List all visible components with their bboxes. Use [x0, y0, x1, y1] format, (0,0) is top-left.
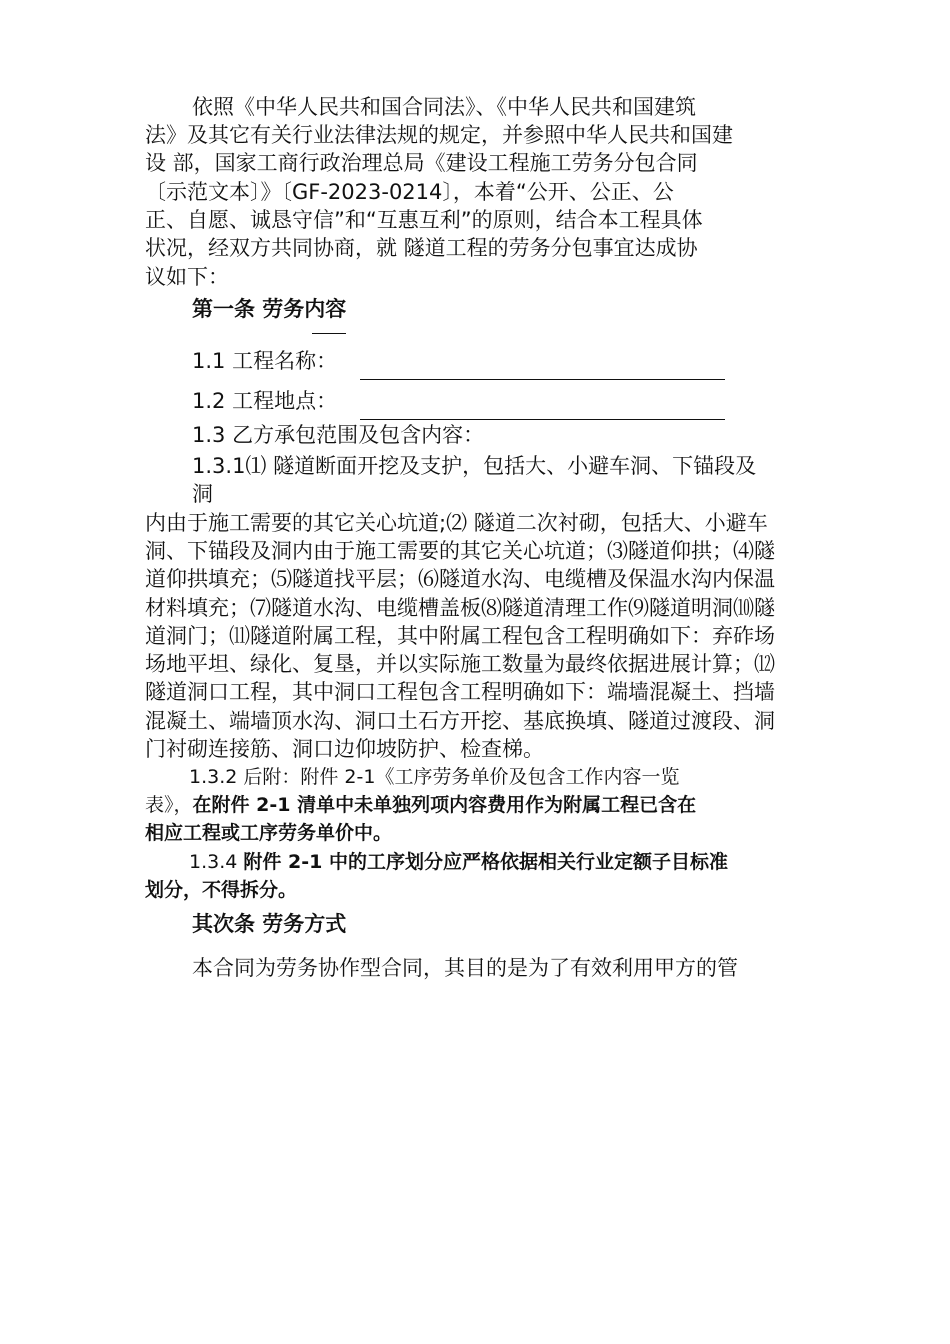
- article-2-text: 本合同为劳务协作型合同，其目的是为了有效利用甲方的管: [192, 956, 738, 980]
- article-1-heading: 第一条 劳务内容: [192, 297, 347, 321]
- item-131-line-6: 材料填充；⑺隧道水沟、电缆槽盖板⑻隧道清理工作⑼隧道明洞⑽隧: [145, 596, 775, 620]
- item-134-line-2: 划分，不得拆分。: [145, 879, 298, 901]
- intro-line-5: 正、自愿、诚恳守信”和“互惠互利”的原则，结合本工程具体: [145, 208, 703, 232]
- item-132-line-2: [145, 791, 696, 819]
- item-134-line-1: [189, 848, 728, 876]
- article-2-heading: 其次条 劳务方式: [192, 912, 347, 936]
- item-131-line-10: 混凝土、端墙顶水沟、洞口土石方开挖、基底换填、隧道过渡段、洞: [145, 709, 775, 733]
- intro-line-1: 依照《中华人民共和国合同法》、《中华人民共和国建筑: [192, 95, 696, 119]
- item-132-line-2-bold: 在附件 2-1 清单中未单独列项内容费用作为附属工程已含在: [192, 794, 697, 816]
- item-132-line-1: 1.3.2 后附：附件 2-1《工序劳务单价及包含工作内容一览: [189, 766, 680, 788]
- item-134-line-1-bold: 附件 2-1 中的工序划分应严格依据相关行业定额子目标准: [243, 851, 728, 873]
- intro-line-7: 议如下：: [145, 265, 229, 289]
- item-134-number: 1.3.4: [189, 851, 244, 873]
- item-131-line-9: 隧道洞口工程，其中洞口工程包含工程明确如下：端墙混凝土、挡墙: [145, 680, 775, 704]
- item-131-line-4: 洞、下锚段及洞内由于施工需要的其它关心坑道；⑶隧道仰拱；⑷隧: [145, 539, 775, 563]
- item-132-line-2-normal: 表》，: [145, 794, 193, 816]
- item-131-line-3: 内由于施工需要的其它关心坑道;⑵ 隧道二次衬砌，包括大、小避车: [145, 511, 768, 535]
- item-131-line-11: 门衬砌连接筋、洞口边仰坡防护、检查梯。: [145, 737, 544, 761]
- item-131-line-2: 洞: [192, 482, 213, 506]
- heading-underline: [312, 333, 346, 334]
- intro-line-2: 法》及其它有关行业法律法规的规定，并参照中华人民共和国建: [145, 123, 733, 147]
- intro-line-3: 设 部，国家工商行政治理总局《建设工程施工劳务分包合同: [145, 151, 698, 175]
- project-name-label: 1.1 工程名称：: [192, 349, 338, 373]
- scope-label: 1.3 乙方承包范围及包含内容：: [192, 423, 485, 447]
- item-131-line-1: 1.3.1⑴ 隧道断面开挖及支护，包括大、小避车洞、下锚段及: [192, 454, 757, 478]
- item-131-line-7: 道洞门；⑾隧道附属工程，其中附属工程包含工程明确如下：弃砟场: [145, 624, 775, 648]
- item-132-line-3: 相应工程或工序劳务单价中。: [145, 822, 393, 844]
- project-name-blank: [360, 379, 725, 380]
- project-location-label: 1.2 工程地点：: [192, 389, 338, 413]
- item-131-line-5: 道仰拱填充；⑸隧道找平层；⑹隧道水沟、电缆槽及保温水沟内保温: [145, 567, 775, 591]
- project-location-blank: [360, 419, 725, 420]
- intro-line-4: 〔示范文本〕》〔GF-2023-0214〕，本着“公开、公正、公: [145, 180, 674, 204]
- item-131-line-8: 场地平坦、绿化、复垦，并以实际施工数量为最终依据进展计算；⑿: [145, 652, 775, 676]
- intro-line-6: 状况，经双方共同协商，就 隧道工程的劳务分包事宜达成协: [145, 236, 698, 260]
